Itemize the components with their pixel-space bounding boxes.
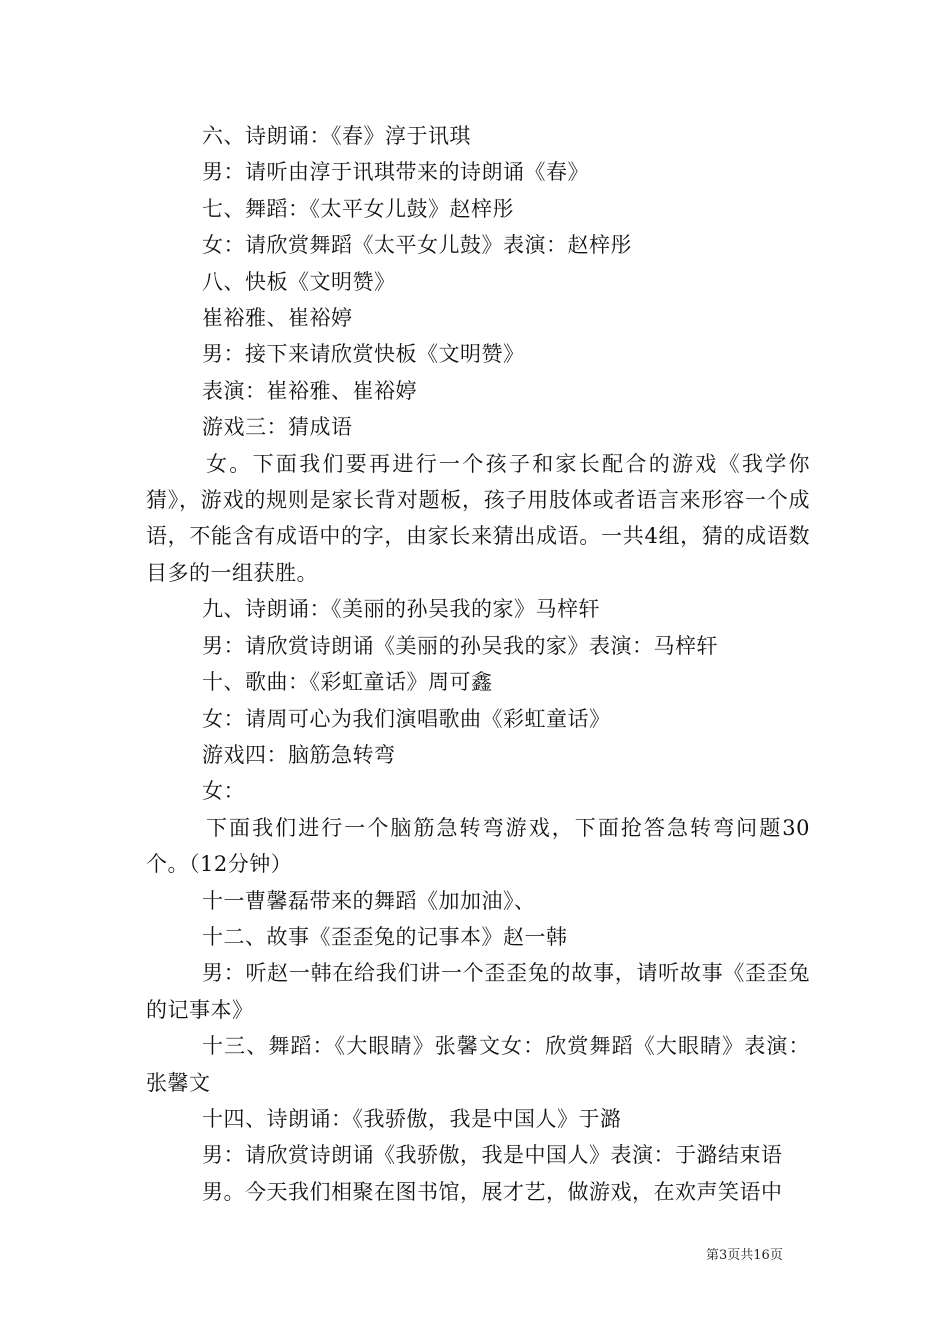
paragraph: 男：请欣赏诗朗诵《我骄傲，我是中国人》表演：于潞结束语 (202, 1143, 783, 1168)
page-number-footer: 第3页共16页 (706, 1248, 783, 1263)
paragraph: 女：请周可心为我们演唱歌曲《彩虹童话》 (202, 706, 611, 731)
paragraph: 男：请欣赏诗朗诵《美丽的孙吴我的家》表演：马梓轩 (202, 633, 718, 658)
paragraph: 八、快板《文明赞》 (202, 269, 396, 294)
paragraph: 十一曹馨磊带来的舞蹈《加加油》、 (202, 888, 536, 913)
paragraph: 游戏三：猜成语 (202, 415, 353, 440)
paragraph: 十二、故事《歪歪兔的记事本》赵一韩 (202, 924, 568, 949)
paragraph: 七、舞蹈：《太平女儿鼓》赵梓彤 (202, 196, 514, 221)
paragraph: 男：听赵一韩在给我们讲一个歪歪兔的故事，请听故事《歪歪兔的记事本》 (146, 961, 810, 1022)
paragraph: 九、诗朗诵：《美丽的孙吴我的家》马梓轩 (202, 597, 600, 622)
paragraph: 十四、诗朗诵：《我骄傲，我是中国人》于潞 (202, 1106, 622, 1131)
paragraph: 崔裕雅、崔裕婷 (202, 306, 353, 331)
paragraph: 游戏四：脑筋急转弯 (202, 742, 396, 767)
paragraph: 女： (202, 779, 245, 804)
paragraph: 男：请听由淳于讯琪带来的诗朗诵《春》 (202, 160, 589, 185)
paragraph: 女：请欣赏舞蹈《太平女儿鼓》表演：赵梓彤 (202, 233, 632, 258)
paragraph: 女。下面我们要再进行一个孩子和家长配合的游戏《我学你猜》，游戏的规则是家长背对题板，孩子用肢体或者语言来形容一个成语，不能含有成语中的字，由家长来猜出成语。一共4组，猜的成语数目多的一组获胜。 (146, 451, 810, 585)
paragraph: 十、歌曲：《彩虹童话》周可鑫 (202, 670, 493, 695)
paragraph: 十三、舞蹈：《大眼睛》张馨文女：欣赏舞蹈《大眼睛》表演：张馨文 (146, 1034, 810, 1095)
document-body (146, 118, 810, 1210)
paragraph: 男。今天我们相聚在图书馆，展才艺，做游戏，在欢声笑语中 (202, 1179, 783, 1204)
paragraph: 男：接下来请欣赏快板《文明赞》 (202, 342, 525, 367)
paragraph: 六、诗朗诵：《春》淳于讯琪 (202, 124, 471, 148)
paragraph: 表演：崔裕雅、崔裕婷 (202, 378, 417, 403)
paragraph: 下面我们进行一个脑筋急转弯游戏，下面抢答急转弯问题30个。（12分钟） (146, 815, 810, 877)
